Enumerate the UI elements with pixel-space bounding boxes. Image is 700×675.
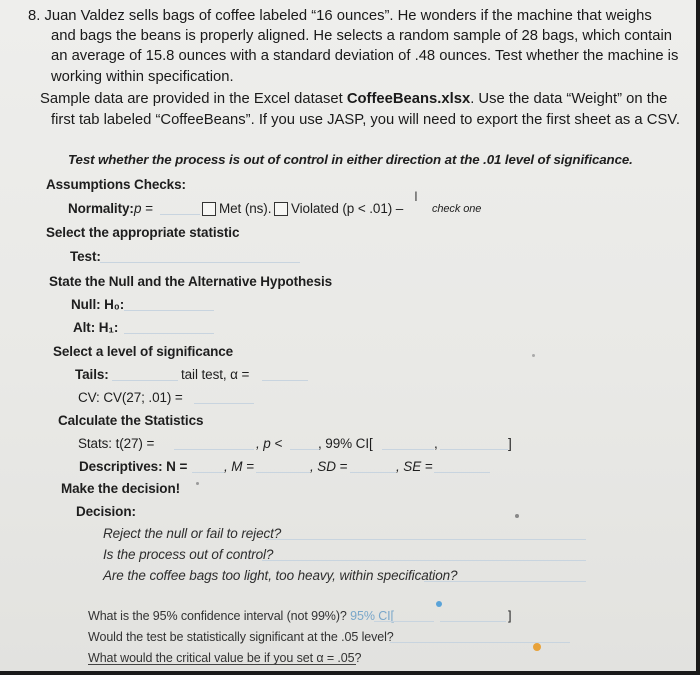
crit05-question: What would the critical value be if you set α = .05? [88,651,362,665]
se-label: , SE = [396,459,433,474]
ci95-lower-answer[interactable] [374,621,434,622]
alpha-answer[interactable] [262,380,308,381]
text-cursor-icon: I [414,188,418,204]
p-value-answer[interactable] [290,449,320,450]
violated-checkbox[interactable] [274,202,288,216]
calc-stats-label: Calculate the Statistics [58,413,204,428]
check-one-note: check one [432,203,482,215]
problem-line-5: Sample data are provided in the Excel dataset CoffeeBeans.xlsx. Use the data “Weight” on the [40,91,668,107]
alt-answer[interactable] [124,333,214,334]
ci99-label: , 99% CI[ [318,436,373,451]
sd-label: , SD = [310,459,348,474]
state-hypothesis-label: State the Null and the Alternative Hypothesis [49,274,333,289]
cursor-dot [436,601,442,607]
test-label: Test: [70,249,101,264]
select-level-label: Select a level of significance [53,344,234,359]
crit05-underline [88,664,356,665]
violated-label: Violated (p < .01) – [291,201,404,216]
photo-edge [0,671,700,675]
photo-edge [696,0,700,675]
problem-line-3: an average of 15.8 ounces with a standard deviation of .48 ounces. Test whether the machine is [51,48,679,64]
out-of-control-answer[interactable] [262,560,586,561]
problem-line-4: working within specification. [51,69,234,85]
null-label: Null: H₀: [71,297,125,312]
ci99-comma: , [434,436,438,451]
met-label: Met (ns). [219,201,272,216]
ci99-close: ] [508,436,512,451]
tails-answer[interactable] [112,380,178,381]
ci99-lower-answer[interactable] [382,449,434,450]
ci95-close: ] [508,609,512,623]
decision-label: Decision: [76,504,136,519]
cv-label: CV: CV(27; .01) = [78,390,183,405]
cv-answer[interactable] [194,403,254,404]
light-heavy-question: Are the coffee bags too light, too heavy, within specification? [103,568,458,583]
reject-answer[interactable] [266,539,586,540]
speck [515,514,519,518]
se-answer[interactable] [434,472,490,473]
normality-p-answer[interactable] [160,214,200,215]
m-answer[interactable] [256,472,310,473]
ci95-upper-answer[interactable] [440,621,506,622]
alt-label: Alt: H₁: [73,320,119,335]
make-decision-label: Make the decision! [61,481,180,496]
dataset-name: CoffeeBeans.xlsx [346,91,471,107]
orange-dot [533,643,541,651]
ci95-question: What is the 95% confidence interval (not 99%)? 95% CI[ [88,609,394,623]
p-less-label: , p < [256,436,283,451]
null-answer[interactable] [124,310,214,311]
test-heading: Test whether the process is out of control in either direction at the .01 level of significance. [68,152,633,167]
tail-test-label: tail test, α = [181,367,250,382]
normality-p-label: p = [134,201,153,216]
light-heavy-answer[interactable] [424,581,586,582]
problem-line-6: first tab labeled “CoffeeBeans”. If you use JASP, you will need to export the first sheet as a CSV. [51,112,680,128]
sd-answer[interactable] [350,472,396,473]
t-stat-answer[interactable] [174,449,254,450]
speck [532,354,535,357]
n-answer[interactable] [192,472,224,473]
out-of-control-question: Is the process out of control? [103,547,274,562]
reject-question: Reject the null or fail to reject? [103,526,282,541]
problem-line-2: and bags the beans is properly aligned. He selects a random sample of 28 bags, which contain [51,28,673,44]
met-checkbox[interactable] [202,202,216,216]
m-label: , M = [224,459,254,474]
ci95-bracket-label: 95% CI[ [350,609,394,623]
test-answer[interactable] [100,262,300,263]
descriptives-label: Descriptives: N = [79,459,188,474]
speck [196,482,199,485]
problem-line-1: 8. Juan Valdez sells bags of coffee labeled “16 ounces”. He wonders if the machine that weighs [28,8,652,24]
stats-label: Stats: t(27) = [78,436,155,451]
ci99-upper-answer[interactable] [440,449,508,450]
sig05-answer[interactable] [390,642,570,643]
assumptions-label: Assumptions Checks: [46,177,186,192]
tails-label: Tails: [75,367,109,382]
sig05-question: Would the test be statistically significant at the .05 level? [88,630,394,644]
select-statistic-label: Select the appropriate statistic [46,225,240,240]
normality-label: Normality: [68,201,134,216]
